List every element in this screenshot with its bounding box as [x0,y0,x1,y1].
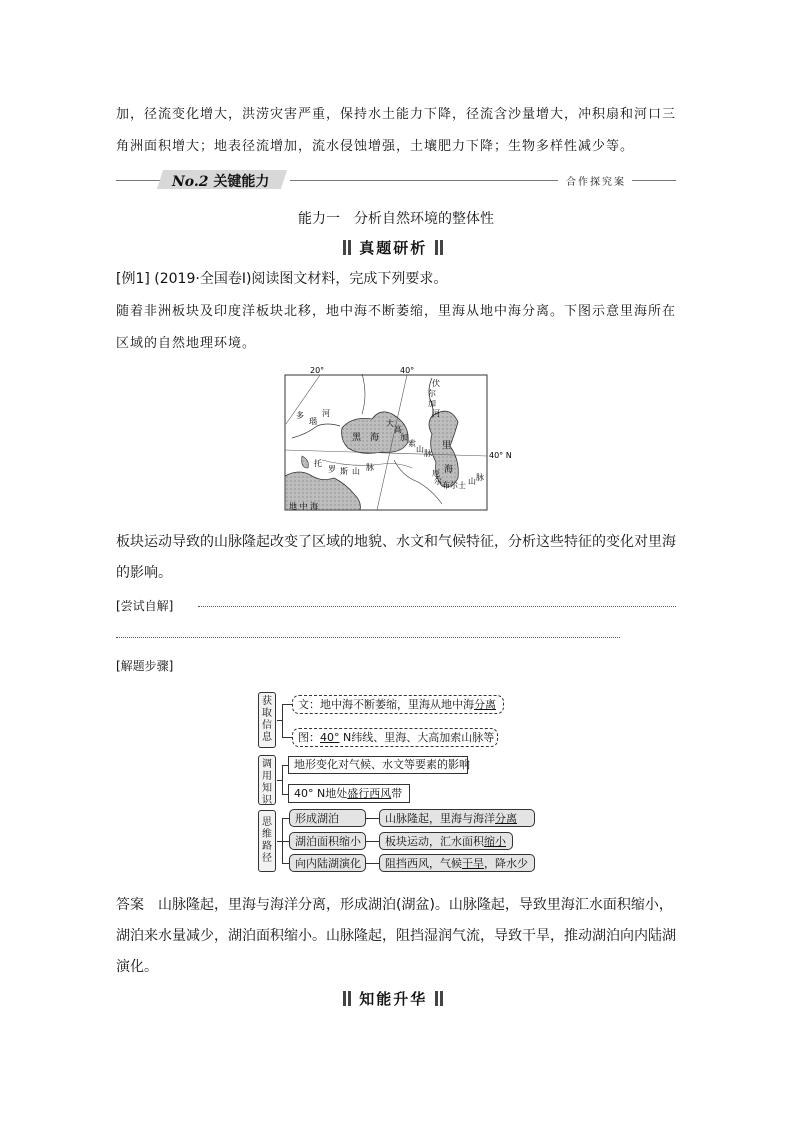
question-line-1: 板块运动导致的山脉隆起改变了区域的地貌、水文和气候特征，分析这些特征的变化对里海 [116,534,676,550]
lon40-label: 40° [400,366,415,375]
svg-text:山: 山 [468,477,476,486]
banner-zhenti [342,237,444,258]
header-rule-right [632,180,676,181]
med-label: 地 中 海 [289,502,319,511]
banner-zhenti-text: 真题研析 [359,239,428,257]
svg-text:里: 里 [442,441,452,451]
svg-text:布: 布 [442,481,450,490]
svg-text:河: 河 [432,409,440,418]
svg-text:大: 大 [386,419,394,428]
think-right-1: 山脉隆起，里海与海洋分离 [379,809,535,827]
svg-text:山: 山 [416,445,424,454]
svg-text:海: 海 [444,465,454,475]
svg-text:索: 索 [408,439,416,448]
attempt-label: [尝试自解] [116,599,174,613]
svg-text:尔: 尔 [428,389,436,398]
think-left-1: 形成湖泊 [289,809,366,827]
svg-text:河: 河 [322,409,330,418]
think-right-3: 阻挡西风，气候干旱，降水少 [379,854,535,872]
flow-label-think: 思 维 路 径 [258,810,276,872]
steps-label: [解题步骤] [116,659,174,673]
svg-text:罗: 罗 [328,465,336,474]
answer-line-1: 答案 山脉隆起，里海与海洋分离，形成湖泊(湖盆)。山脉隆起，导致里海汇水面积缩小， [116,897,673,913]
svg-text:山: 山 [352,467,360,476]
example-lead: [例1] (2019·全国卷Ⅰ)阅读图文材料，完成下列要求。 [116,271,448,287]
svg-text:脉: 脉 [476,473,484,482]
svg-text:伏: 伏 [432,379,440,388]
svg-text:加: 加 [400,433,408,442]
example-text-2: 区域的自然地理环境。 [116,336,257,351]
svg-text:士: 士 [458,481,466,490]
attempt-line-1[interactable] [198,606,676,607]
example-text-1: 随着非洲板块及印度洋板块北移，地中海不断萎缩，里海从地中海分离。下图示意里海所在 [116,304,677,319]
recall-box-1: 地形变化对气候、水文等要素的影响 [288,756,468,774]
banner-zhineng [342,988,444,1009]
svg-text:瑙: 瑙 [309,417,317,426]
obtain-text-box: 文：地中海不断萎缩，里海从地中海分离 [292,695,504,714]
ability-title: 能力一 分析自然环境的整体性 [298,211,494,227]
answer-line-3: 演化。 [116,959,158,975]
think-right-2: 板块运动，汇水面积缩小 [379,832,513,850]
obtain-map-box: 图：40° N纬线、里海、大高加索山脉等 [292,728,498,747]
flow-label-recall: 调 用 知 识 [258,755,276,805]
recall-box-2: 40° N地处盛行西风带 [288,784,410,803]
attempt-line-2[interactable] [116,637,620,638]
think-left-2: 湖泊面积缩小 [289,832,366,850]
answer-line-2: 湖泊来水量减少，湖泊面积缩小。山脉隆起，阻挡湿润气流，导致干旱，推动湖泊向内陆湖 [116,928,676,944]
banner-zhineng-text: 知能升华 [359,990,428,1008]
think-left-3: 向内陆湖演化 [289,854,366,872]
svg-text:尔: 尔 [434,477,442,486]
svg-text:厄: 厄 [432,469,440,478]
connector-obtain [282,704,283,737]
header-rule-mid [290,180,558,181]
intro-line-1: 加，径流变化增大，洪涝灾害严重，保持水土能力下降，径流含沙量增大，冲积扇和河口三 [116,107,677,122]
svg-text:斯: 斯 [340,467,348,476]
section-number: No.2 [172,174,209,190]
svg-text:脉: 脉 [366,463,374,472]
black-sea-label: 黑 海 [352,433,380,443]
header-rule-left [116,180,161,181]
question-line-2: 的影响。 [116,565,172,581]
svg-text:尔: 尔 [450,481,458,490]
section-right-label: 合作探究案 [566,177,626,188]
svg-text:高: 高 [394,425,402,434]
section-title [172,171,269,191]
svg-text:托: 托 [314,459,322,468]
flow-label-obtain: 获 取 信 息 [258,692,276,748]
lon20-label: 20° [310,366,325,375]
lat40-label: 40° N [489,451,512,460]
region-map [282,364,522,514]
intro-line-2: 角洲面积增大；地表径流增加，流水侵蚀增强，土壤肥力下降；生物多样性减少等。 [116,139,635,154]
svg-text:多: 多 [296,411,304,420]
svg-text:加: 加 [428,399,436,408]
section-name: 关键能力 [213,174,270,190]
svg-text:脉: 脉 [424,449,432,458]
